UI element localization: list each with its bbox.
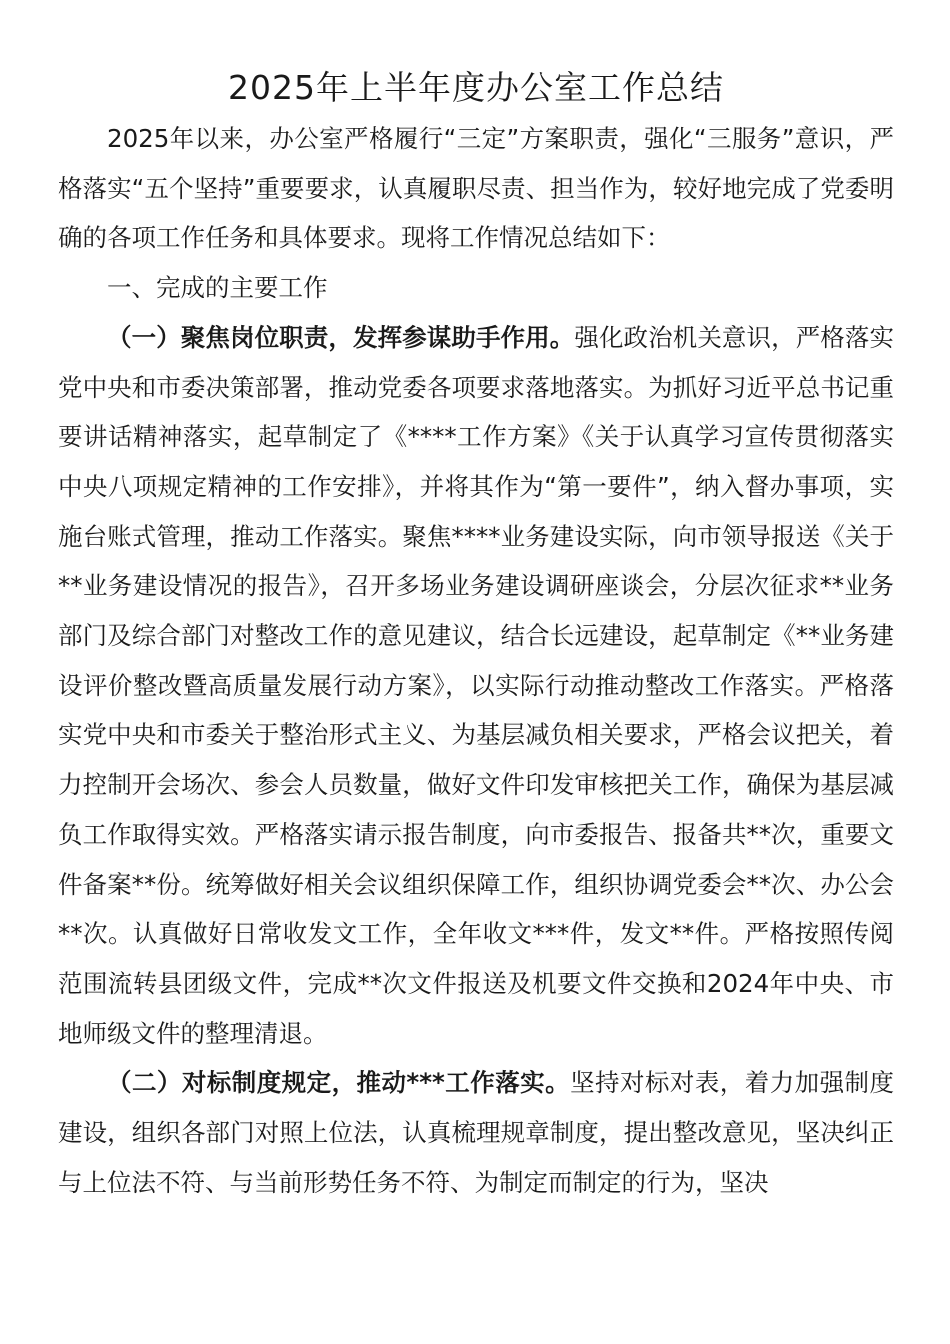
document-page (58, 62, 894, 1207)
item-1-paragraph (58, 313, 894, 1059)
document-title: 2025年上半年度办公室工作总结 (228, 68, 724, 107)
item-1-body: 强化政治机关意识，严格落实党中央和市委决策部署，推动党委各项要求落地落实。为抓好习近平总书记重要讲话精神落实，起草制定了《****工作方案》《关于认真学习宣传贯彻落实中央八项规定精神的工作安排》，并将其作为“第一要件”，纳入督办事项，实施台账式管理，推动工作落实。聚焦****业务建设实际，向市领导报送《关于**业务建设情况的报告》，召开多场业务建设调研座谈会，分层次征求**业务部门及综合部门对整改工作的意见建议，结合长远建设，起草制定《**业务建设评价整改暨高质量发展行动方案》，以实际行动推动整改工作落实。严格落实党中央和市委关于整治形式主义、为基层减负相关要求，严格会议把关，着力控制开会场次、参会人员数量，做好文件印发审核把关工作，确保为基层减负工作取得实效。严格落实请示报告制度，向市委报告、报备共**次，重要文件备案**份。统筹做好相关会议组织保障工作，组织协调党委会**次、办公会**次。认真做好日常收发文工作，全年收文***件，发文**件。严格按照传阅范围流转县团级文件，完成**次文件报送及机要文件交换和2024年中央、市地师级文件的整理清退。 (58, 322, 895, 1048)
item-2-body: 坚持对标对表，着力加强制度建设，组织各部门对照上位法，认真梳理规章制度，提出整改意见，坚决纠正与上位法不符、与当前形势任务不符、为制定而制定的行为，坚决 (58, 1068, 895, 1197)
section-heading: 一、完成的主要工作 (107, 273, 328, 303)
item-2-paragraph (58, 1058, 894, 1207)
intro-paragraph: 2025年以来，办公室严格履行“三定”方案职责，强化“三服务”意识，严格落实“五个坚持”重要要求，认真履职尽责、担当作为，较好地完成了党委明确的各项工作任务和具体要求。现将工作情况总结如下： (58, 124, 894, 253)
item-2-lead: （二）对标制度规定，推动***工作落实。 (107, 1068, 571, 1098)
item-1-lead: （一）聚焦岗位职责，发挥参谋助手作用。 (107, 322, 575, 352)
